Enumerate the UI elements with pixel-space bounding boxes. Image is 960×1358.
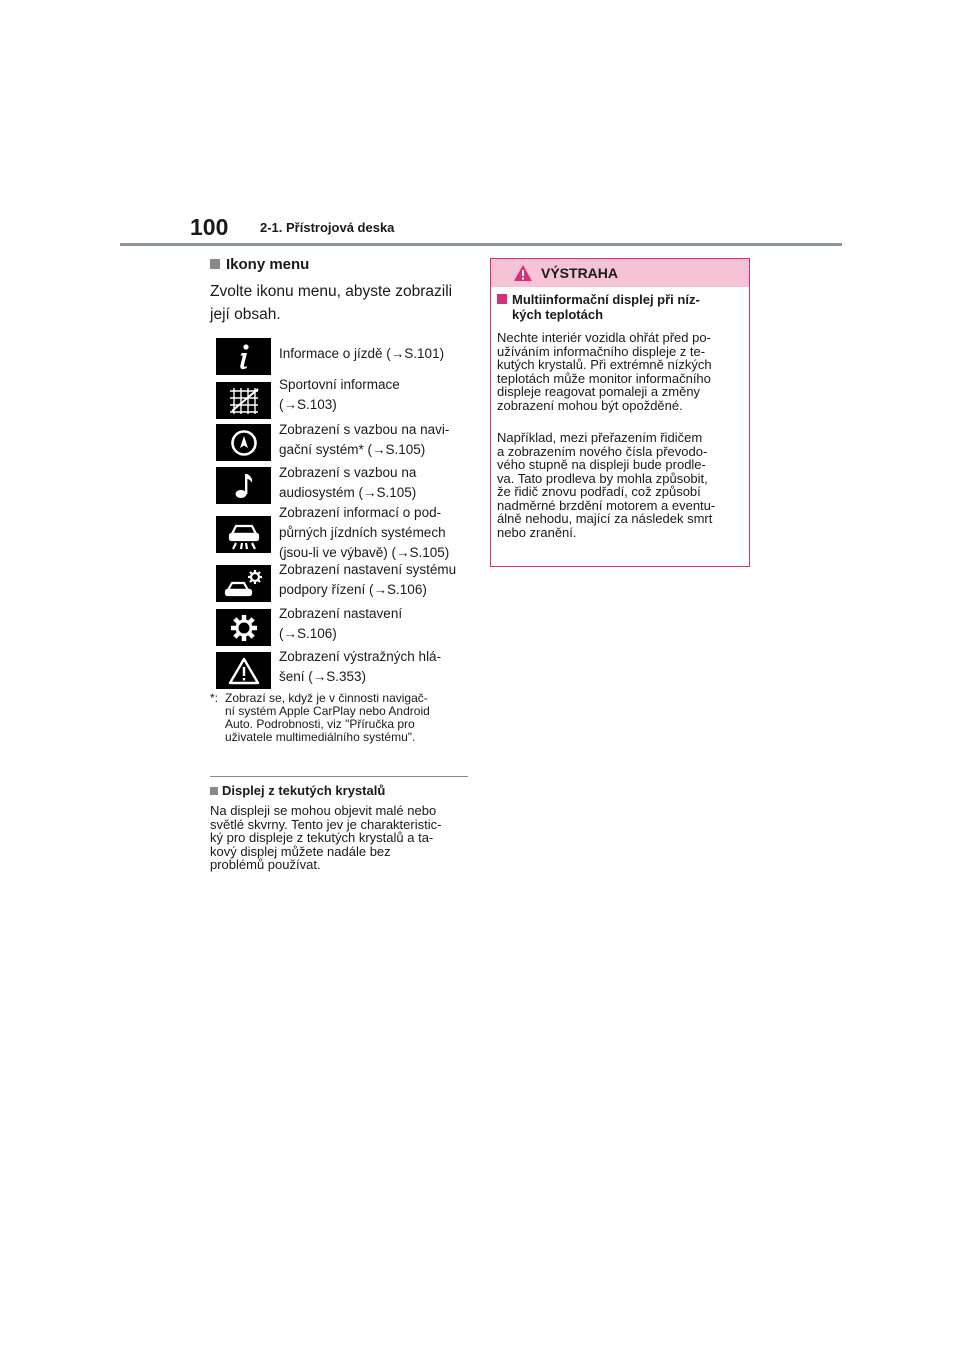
footnote-mark: *: (210, 691, 219, 705)
page-number: 100 (190, 214, 229, 240)
menu-item-text: Zobrazení informací o pod- půrných jízdních systémech (jsou-li ve výbavě) (→S.105) (279, 505, 450, 560)
warning-subheading: Multiinformační displej při níz- kých teplotách (497, 293, 743, 322)
warning-title: VÝSTRAHA (541, 265, 619, 281)
lcd-line: světlé skvrny. Tento jev je charakteristic- (210, 816, 442, 832)
menu-item-text: Zobrazení výstražných hlá- šení (→S.353) (279, 649, 442, 684)
menu-icons-heading (210, 256, 309, 273)
menu-item-text: Sportovní informace (→S.103) (279, 377, 400, 412)
section-divider (210, 776, 468, 777)
menu-item-text: Zobrazení nastavení (→S.106) (279, 606, 403, 641)
menu-icons-intro: Zvolte ikonu menu, abyste zobrazili její obsah. (210, 283, 453, 323)
warning-triangle-icon (216, 652, 271, 689)
gear-icon (216, 609, 271, 646)
bullet-square-icon (210, 259, 220, 269)
bullet-square-icon (210, 787, 218, 795)
warning-box (490, 258, 750, 567)
lcd-heading-text: Displej z tekutých krystalů (222, 783, 386, 798)
lcd-heading (210, 783, 385, 798)
driving-assist-settings-icon (216, 565, 271, 602)
sport-grid-icon (216, 382, 271, 419)
footnote (210, 692, 475, 744)
header-divider (120, 243, 842, 246)
lcd-line: ký pro displeje z tekutých krystalů a ta- (210, 830, 434, 845)
warning-paragraph: Nechte interiér vozidla ohřát před po- užíváním informačního displeje z te- kutých krystalů. Při extrémně nízkých teplotách může monitor informačního displeje reagovat pomaleji a změny zobrazení mohou být opožděné. (497, 330, 712, 413)
lcd-paragraph (210, 804, 472, 872)
section-title: 2-1. Přístrojová deska (260, 220, 395, 235)
menu-item-text: Zobrazení nastavení systému podpory řízení (→S.106) (279, 562, 457, 597)
lcd-line: kový displej můžete nadále bez (210, 843, 391, 859)
warning-triangle-icon (513, 264, 533, 282)
lcd-line: problémů používat. (210, 857, 321, 872)
info-icon (216, 338, 271, 375)
driving-assist-icon (216, 516, 271, 553)
menu-item-text: Zobrazení s vazbou na navi- gační systém* (→S.105) (279, 422, 450, 457)
footnote-line: ní systém Apple CarPlay nebo Android (225, 704, 430, 718)
bullet-square-icon (497, 294, 507, 304)
warning-header (491, 259, 749, 287)
navigation-icon (216, 424, 271, 461)
footnote-line: uživatele multimediálního systému". (225, 730, 416, 744)
menu-item-text: Zobrazení s vazbou na audiosystém (→S.105) (279, 465, 417, 500)
menu-icons-heading-text: Ikony menu (226, 256, 310, 273)
footnote-line: Zobrazí se, když je v činnosti navigač- (225, 691, 428, 705)
footnote-line: Auto. Podrobnosti, viz "Příručka pro (225, 717, 415, 731)
menu-item-text: Informace o jízdě (→S.101) (279, 346, 445, 361)
warning-paragraph: Například, mezi přeřazením řidičem a zobrazením nového čísla převodo- vého stupně na displeji bude prodle- va. Tato prodleva by mohla způsobit, že řidič znovu podřadí, což způsobí nadměrné brzdění motorem a eventu- álně nehodu, mající za následek smrt nebo zranění. (497, 430, 716, 540)
lcd-line: Na displeji se mohou objevit malé nebo (210, 803, 437, 818)
music-note-icon (216, 467, 271, 504)
